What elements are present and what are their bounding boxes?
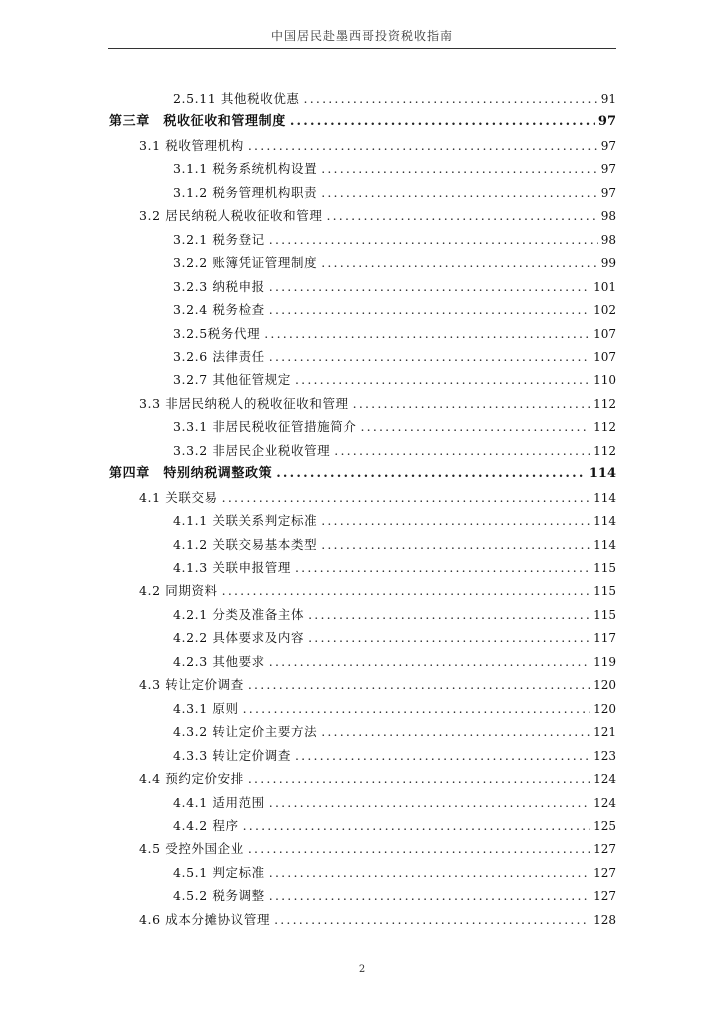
toc-subsection-entry[interactable] bbox=[173, 885, 616, 907]
toc-page-number: 115 bbox=[593, 561, 616, 575]
dot-leader bbox=[269, 651, 590, 673]
toc-subsection-entry[interactable] bbox=[173, 534, 616, 556]
dot-leader bbox=[326, 205, 597, 227]
toc-entry-title: 3.2.3 纳税申报 bbox=[173, 278, 265, 294]
toc-subsection-entry[interactable] bbox=[173, 88, 616, 110]
toc-page-number: 114 bbox=[593, 490, 616, 505]
toc-entry-title: 4.2.2 具体要求及内容 bbox=[173, 630, 305, 646]
toc-subsection-entry[interactable] bbox=[173, 323, 616, 345]
toc-subsection-entry[interactable] bbox=[173, 862, 616, 884]
toc-page-number: 112 bbox=[593, 443, 616, 458]
page-number: 2 bbox=[358, 964, 366, 975]
dot-leader bbox=[321, 721, 590, 743]
dot-leader bbox=[248, 768, 590, 790]
toc-entry-title: 3.3 非居民纳税人的税收征收和管理 bbox=[139, 395, 349, 411]
toc-subsection-entry[interactable] bbox=[173, 651, 616, 673]
dot-leader bbox=[290, 111, 595, 133]
toc-subsection-entry[interactable] bbox=[173, 815, 616, 837]
toc-entry-title: 3.2.6 法律责任 bbox=[173, 348, 265, 364]
toc-subsection-entry[interactable] bbox=[173, 369, 616, 391]
toc-entry-title: 第三章 税收征收和管理制度 bbox=[109, 114, 286, 130]
toc-entry-title: 4.5 受控外国企业 bbox=[139, 841, 244, 857]
toc-entry-title: 4.1.1 关联关系判定标准 bbox=[173, 513, 318, 529]
toc-page-number: 115 bbox=[593, 584, 616, 599]
toc-page-number: 124 bbox=[593, 772, 616, 787]
toc-page-number: 119 bbox=[593, 654, 616, 669]
toc-entry-title: 4.2.3 其他要求 bbox=[173, 653, 265, 669]
toc-section-entry[interactable] bbox=[139, 393, 616, 415]
toc-section-entry[interactable] bbox=[139, 487, 616, 509]
toc-entry-title: 3.2.1 税务登记 bbox=[173, 231, 265, 247]
toc-entry-title: 4.5.1 判定标准 bbox=[173, 864, 265, 880]
dot-leader bbox=[295, 369, 590, 391]
toc-entry-title: 3.1.2 税务管理机构职责 bbox=[173, 184, 318, 200]
toc-subsection-entry[interactable] bbox=[173, 346, 616, 368]
toc-entry-title: 4.3.1 原则 bbox=[173, 700, 239, 716]
toc-page-number: 91 bbox=[600, 92, 616, 106]
toc-page-number: 107 bbox=[593, 349, 616, 364]
dot-leader bbox=[248, 135, 598, 157]
toc-subsection-entry[interactable] bbox=[173, 604, 616, 626]
toc-entry-title: 4.2.1 分类及准备主体 bbox=[173, 606, 305, 622]
dot-leader bbox=[334, 440, 590, 462]
toc-entry-title: 2.5.11 其他税收优惠 bbox=[173, 91, 300, 106]
toc-entry-title: 3.1 税收管理机构 bbox=[139, 137, 244, 153]
toc-entry-title: 3.1.1 税务系统机构设置 bbox=[173, 161, 318, 177]
toc-subsection-entry[interactable] bbox=[173, 276, 616, 298]
toc-page-number: 125 bbox=[593, 818, 616, 833]
toc-entry-title: 3.2.2 账簿凭证管理制度 bbox=[173, 255, 318, 271]
toc-subsection-entry[interactable] bbox=[173, 158, 616, 180]
toc-subsection-entry[interactable] bbox=[173, 510, 616, 532]
toc-page-number: 127 bbox=[593, 842, 616, 857]
dot-leader bbox=[360, 416, 590, 438]
toc-entry-title: 4.3.3 转让定价调查 bbox=[173, 747, 291, 763]
dot-leader bbox=[269, 885, 590, 907]
toc-page-number: 99 bbox=[600, 256, 616, 271]
toc-page-number: 101 bbox=[593, 279, 616, 294]
dot-leader bbox=[264, 323, 590, 345]
toc-entry-title: 4.4 预约定价安排 bbox=[139, 771, 244, 787]
toc-page-number: 120 bbox=[593, 701, 616, 716]
toc-page-number: 97 bbox=[597, 114, 616, 130]
toc-section-entry[interactable] bbox=[139, 768, 616, 790]
toc-section-entry[interactable] bbox=[139, 674, 616, 696]
toc-page-number: 121 bbox=[593, 725, 616, 740]
toc-page-number: 114 bbox=[593, 537, 616, 552]
running-header: 中国居民赴墨西哥投资税收指南 bbox=[270, 29, 453, 43]
dot-leader bbox=[308, 604, 590, 626]
dot-leader bbox=[248, 838, 590, 860]
toc-page-number: 97 bbox=[600, 162, 616, 177]
dot-leader bbox=[353, 393, 590, 415]
toc-subsection-entry[interactable] bbox=[173, 252, 616, 274]
dot-leader bbox=[269, 276, 590, 298]
toc-entry-title: 4.1.3 关联申报管理 bbox=[173, 560, 291, 575]
toc-subsection-entry[interactable] bbox=[173, 698, 616, 720]
toc-chapter-entry[interactable] bbox=[109, 111, 616, 133]
dot-leader bbox=[295, 745, 590, 767]
toc-entry-title: 4.2 同期资料 bbox=[139, 583, 218, 599]
toc-entry-title: 4.5.2 税务调整 bbox=[173, 888, 265, 904]
toc-entry-title: 4.6 成本分摊协议管理 bbox=[139, 911, 271, 927]
toc-entry-title: 4.4.2 程序 bbox=[173, 817, 239, 833]
toc-entry-title: 4.1.2 关联交易基本类型 bbox=[173, 536, 318, 552]
toc-page-number: 112 bbox=[593, 420, 616, 435]
toc-subsection-entry[interactable] bbox=[173, 721, 616, 743]
toc-page-number: 97 bbox=[600, 185, 616, 200]
toc-chapter-entry[interactable] bbox=[109, 463, 616, 485]
dot-leader bbox=[321, 158, 598, 180]
toc-entry-title: 3.2.5税务代理 bbox=[173, 325, 261, 341]
toc-page-number: 128 bbox=[593, 912, 616, 927]
toc-page-number: 102 bbox=[593, 303, 616, 318]
dot-leader bbox=[248, 674, 590, 696]
toc-subsection-entry[interactable] bbox=[173, 792, 616, 814]
dot-leader bbox=[243, 815, 591, 837]
toc-page-number: 97 bbox=[600, 138, 616, 153]
toc-page-number: 117 bbox=[593, 631, 616, 646]
dot-leader bbox=[274, 909, 590, 931]
dot-leader bbox=[269, 299, 590, 321]
toc-subsection-entry[interactable] bbox=[173, 416, 616, 438]
toc-page-number: 110 bbox=[593, 373, 616, 388]
toc-entry-title: 4.3 转让定价调查 bbox=[139, 677, 244, 693]
dot-leader bbox=[222, 487, 590, 509]
toc-subsection-entry[interactable] bbox=[173, 557, 616, 579]
toc-page-number: 98 bbox=[600, 232, 616, 247]
toc-page-number: 112 bbox=[593, 396, 616, 411]
toc-section-entry[interactable] bbox=[139, 838, 616, 860]
toc-page-number: 98 bbox=[600, 209, 616, 224]
header-divider bbox=[108, 48, 616, 49]
toc-subsection-entry[interactable] bbox=[173, 229, 616, 251]
dot-leader bbox=[321, 534, 590, 556]
dot-leader bbox=[304, 88, 598, 110]
dot-leader bbox=[269, 346, 590, 368]
toc-section-entry[interactable] bbox=[139, 909, 616, 931]
toc-page-number: 107 bbox=[593, 326, 616, 341]
dot-leader bbox=[321, 182, 598, 204]
dot-leader bbox=[308, 627, 590, 649]
toc-entry-title: 3.2 居民纳税人税收征收和管理 bbox=[139, 208, 323, 224]
toc-section-entry[interactable] bbox=[139, 135, 616, 157]
toc-subsection-entry[interactable] bbox=[173, 299, 616, 321]
toc-page-number: 114 bbox=[588, 466, 616, 482]
toc-section-entry[interactable] bbox=[139, 580, 616, 602]
dot-leader bbox=[269, 862, 590, 884]
toc-entry-title: 第四章 特别纳税调整政策 bbox=[109, 466, 273, 482]
dot-leader bbox=[269, 792, 590, 814]
dot-leader bbox=[222, 580, 590, 602]
toc-entry-title: 3.2.4 税务检查 bbox=[173, 302, 265, 318]
dot-leader bbox=[276, 463, 586, 485]
dot-leader bbox=[269, 229, 598, 251]
toc-page-number: 114 bbox=[593, 514, 616, 529]
toc-entry-title: 3.3.2 非居民企业税收管理 bbox=[173, 442, 331, 458]
dot-leader bbox=[295, 557, 590, 579]
toc-page-number: 124 bbox=[593, 795, 616, 810]
toc-page-number: 123 bbox=[593, 748, 616, 763]
toc-section-entry[interactable] bbox=[139, 205, 616, 227]
toc-entry-title: 4.1 关联交易 bbox=[139, 489, 218, 505]
toc-page-number: 115 bbox=[593, 607, 616, 622]
toc-subsection-entry[interactable] bbox=[173, 745, 616, 767]
toc-entry-title: 4.4.1 适用范围 bbox=[173, 794, 265, 810]
toc-entry-title: 3.3.1 非居民税收征管措施简介 bbox=[173, 419, 357, 435]
toc-entry-title: 4.3.2 转让定价主要方法 bbox=[173, 724, 318, 740]
dot-leader bbox=[243, 698, 591, 720]
toc-subsection-entry[interactable] bbox=[173, 182, 616, 204]
toc-page-number: 127 bbox=[593, 865, 616, 880]
toc-subsection-entry[interactable] bbox=[173, 440, 616, 462]
toc-page-number: 127 bbox=[593, 889, 616, 904]
toc-subsection-entry[interactable] bbox=[173, 627, 616, 649]
dot-leader bbox=[321, 510, 590, 532]
toc-entry-title: 3.2.7 其他征管规定 bbox=[173, 372, 291, 388]
dot-leader bbox=[321, 252, 598, 274]
toc-page-number: 120 bbox=[593, 678, 616, 693]
